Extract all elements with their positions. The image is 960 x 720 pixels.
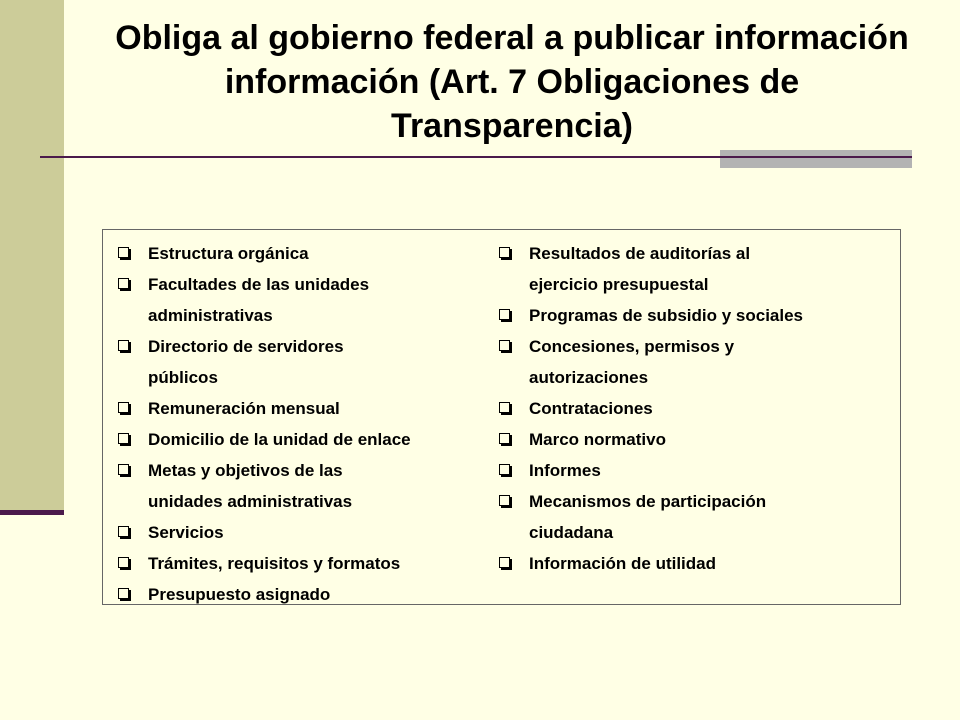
square-bullet-icon — [118, 557, 129, 568]
list-item — [114, 238, 484, 269]
list-item-text: ejercicio presupuestal — [529, 275, 709, 294]
square-bullet-icon — [118, 588, 129, 599]
title-line-2: información (Art. 7 Obligaciones de — [224, 63, 800, 101]
obligations-box — [102, 229, 901, 605]
list-item-text: administrativas — [148, 306, 273, 325]
square-bullet-icon — [499, 309, 510, 320]
list-item — [495, 238, 895, 300]
left-decorative-bar — [0, 0, 64, 510]
list-item — [495, 486, 895, 548]
list-item-text: Resultados de auditorías al — [529, 244, 751, 263]
list-item — [114, 269, 484, 331]
left-bar-divider — [0, 510, 64, 515]
square-bullet-icon — [118, 247, 129, 258]
slide-title — [64, 16, 960, 148]
square-bullet-icon — [499, 464, 510, 475]
list-item-text: Directorio de servidores — [148, 337, 344, 356]
list-item — [495, 300, 895, 331]
list-item — [495, 455, 895, 486]
list-item-text: Domicilio de la unidad de enlace — [148, 430, 411, 449]
title-line-1: Obliga al gobierno federal a publicar información — [115, 19, 909, 57]
list-item — [114, 455, 484, 517]
title-line-3: Transparencia) — [391, 107, 633, 145]
list-item-text: Facultades de las unidades — [148, 275, 370, 294]
list-item-text: Contrataciones — [529, 399, 653, 418]
list-item-text: ciudadana — [529, 523, 614, 542]
list-item-text: Remuneración mensual — [148, 399, 340, 418]
square-bullet-icon — [118, 278, 129, 289]
list-item — [114, 393, 484, 424]
list-item-text: Estructura orgánica — [148, 244, 309, 263]
square-bullet-icon — [499, 247, 510, 258]
list-item — [114, 517, 484, 548]
list-item-text: Información de utilidad — [529, 554, 717, 573]
list-item-text: Informes — [529, 461, 601, 480]
left-obligations-list — [114, 238, 484, 610]
square-bullet-icon — [499, 402, 510, 413]
list-item-text: Marco normativo — [529, 430, 666, 449]
square-bullet-icon — [118, 464, 129, 475]
list-item-text: Presupuesto asignado — [148, 585, 331, 604]
list-item-text: Metas y objetivos de las — [148, 461, 343, 480]
square-bullet-icon — [118, 340, 129, 351]
title-underline — [40, 156, 912, 158]
list-item-text: Concesiones, permisos y — [529, 337, 735, 356]
list-item-text: unidades administrativas — [148, 492, 353, 511]
square-bullet-icon — [499, 557, 510, 568]
list-item-text: Programas de subsidio y sociales — [529, 306, 804, 325]
list-item-text: Mecanismos de participación — [529, 492, 767, 511]
list-item — [495, 424, 895, 455]
list-item — [114, 331, 484, 393]
list-item — [495, 331, 895, 393]
square-bullet-icon — [499, 433, 510, 444]
list-item-text: públicos — [148, 368, 218, 387]
list-item — [114, 548, 484, 579]
list-item — [495, 548, 895, 579]
square-bullet-icon — [499, 495, 510, 506]
title-accent-bar — [720, 150, 912, 168]
list-item — [495, 393, 895, 424]
square-bullet-icon — [499, 340, 510, 351]
list-item-text: Servicios — [148, 523, 224, 542]
square-bullet-icon — [118, 526, 129, 537]
list-item-text: autorizaciones — [529, 368, 649, 387]
square-bullet-icon — [118, 402, 129, 413]
square-bullet-icon — [118, 433, 129, 444]
right-obligations-list — [495, 238, 895, 579]
list-item-text: Trámites, requisitos y formatos — [148, 554, 401, 573]
list-item — [114, 424, 484, 455]
list-item — [114, 579, 484, 610]
